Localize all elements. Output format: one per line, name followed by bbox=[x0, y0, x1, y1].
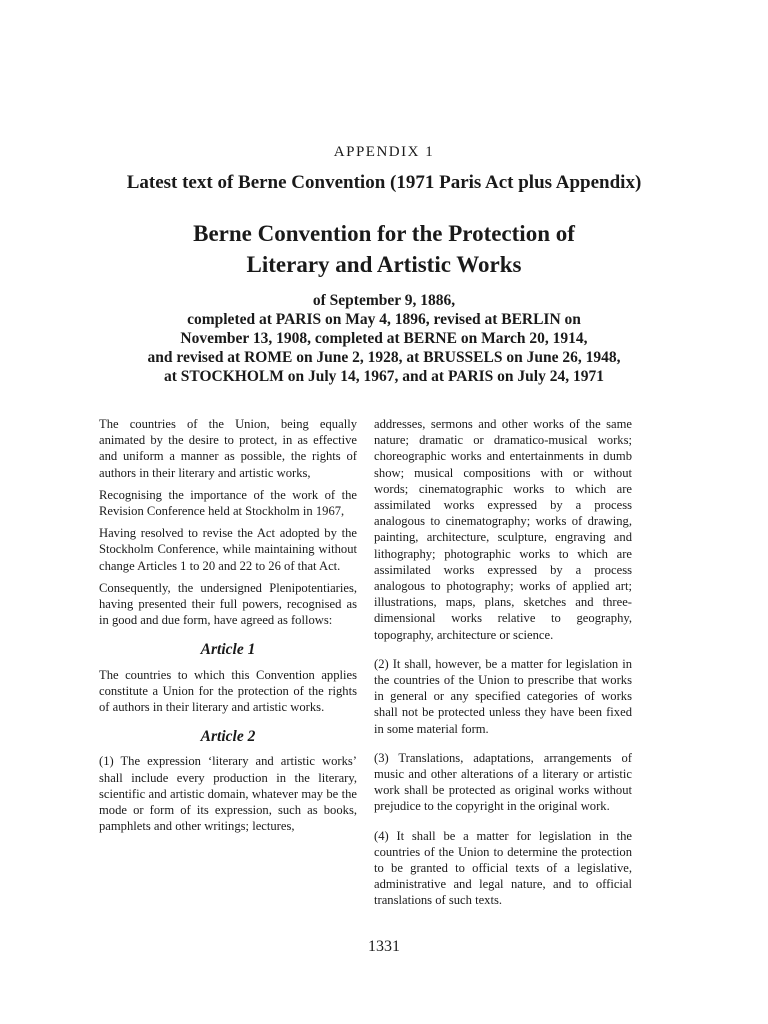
preamble-paragraph: Consequently, the undersigned Plenipotentiaries, having presented their full powers, recognised as in good and due form, have agreed as follows: bbox=[99, 580, 357, 628]
right-column bbox=[374, 416, 632, 922]
dates-line-2: completed at PARIS on May 4, 1896, revised at BERLIN on bbox=[187, 311, 581, 328]
appendix-label: APPENDIX 1 bbox=[333, 144, 435, 160]
dates-line-4: and revised at ROME on June 2, 1928, at BRUSSELS on June 26, 1948, bbox=[147, 349, 621, 366]
dates-line-5: at STOCKHOLM on July 14, 1967, and at PARIS on July 24, 1971 bbox=[164, 368, 604, 385]
dates-line-1: of September 9, 1886, bbox=[312, 292, 456, 309]
preamble-paragraph: The countries of the Union, being equally animated by the desire to protect, in as effective and uniform a manner as possible, the rights of authors in their literary and artistic works, bbox=[99, 417, 357, 480]
article-2-paragraph-4: (4) It shall be a matter for legislation in the countries of the Union to determine the protection to be granted to official texts of a legislative, administrative and legal nature, and to official translations of such texts. bbox=[374, 828, 632, 908]
article-1-heading: Article 1 bbox=[200, 641, 256, 659]
left-column bbox=[99, 416, 357, 840]
article-2-paragraph-1-continued: addresses, sermons and other works of the same nature; dramatic or dramatico-musical works; choreographic works and entertainments in dumb show; musical compositions with or without words; cinematographic works to which are assimilated works expressed by a process analogous to cinematography; works of drawing, painting, architecture, sculpture, engraving and lithography; photographic works to which are assimilated works expressed by a process analogous to photography; works of applied art; illustrations, maps, plans, sketches and three-dimensional works relative to geography, topography, architecture or science. bbox=[374, 417, 632, 642]
article-2-paragraph-2: (2) It shall, however, be a matter for legislation in the countries of the Union to prescribe that works in general or any specified categories of works shall not be protected unless they have been fixed in some material form. bbox=[374, 656, 632, 736]
page-number: 1331 bbox=[368, 938, 400, 955]
latest-text-heading: Latest text of Berne Convention (1971 Paris Act plus Appendix) bbox=[126, 172, 642, 193]
convention-title bbox=[0, 218, 768, 280]
convention-title-line-2: Literary and Artistic Works bbox=[246, 252, 522, 277]
preamble-paragraph: Having resolved to revise the Act adopted by the Stockholm Conference, while maintaining without change Articles 1 to 20 and 22 to 26 of that Act. bbox=[99, 526, 357, 573]
convention-dates bbox=[0, 291, 768, 386]
article-2-paragraph-3: (3) Translations, adaptations, arrangements of music and other alterations of a literary or artistic work shall be protected as original works without prejudice to the copyright in the original work. bbox=[374, 750, 632, 814]
convention-title-line-1: Berne Convention for the Protection of bbox=[193, 221, 575, 246]
article-2-heading: Article 2 bbox=[200, 728, 256, 746]
article-2-paragraph-1: (1) The expression ‘literary and artistic works’ shall include every production in the literary, scientific and artistic domain, whatever may be the mode or form of its expression, such as books, pamphlets and other writings; lectures, bbox=[99, 754, 357, 834]
preamble-paragraph: Recognising the importance of the work of the Revision Conference held at Stockholm in 1967, bbox=[99, 487, 357, 519]
dates-line-3: November 13, 1908, completed at BERNE on March 20, 1914, bbox=[180, 330, 588, 347]
article-1-text: The countries to which this Convention applies constitute a Union for the protection of the rights of authors in their literary and artistic works. bbox=[99, 667, 357, 715]
